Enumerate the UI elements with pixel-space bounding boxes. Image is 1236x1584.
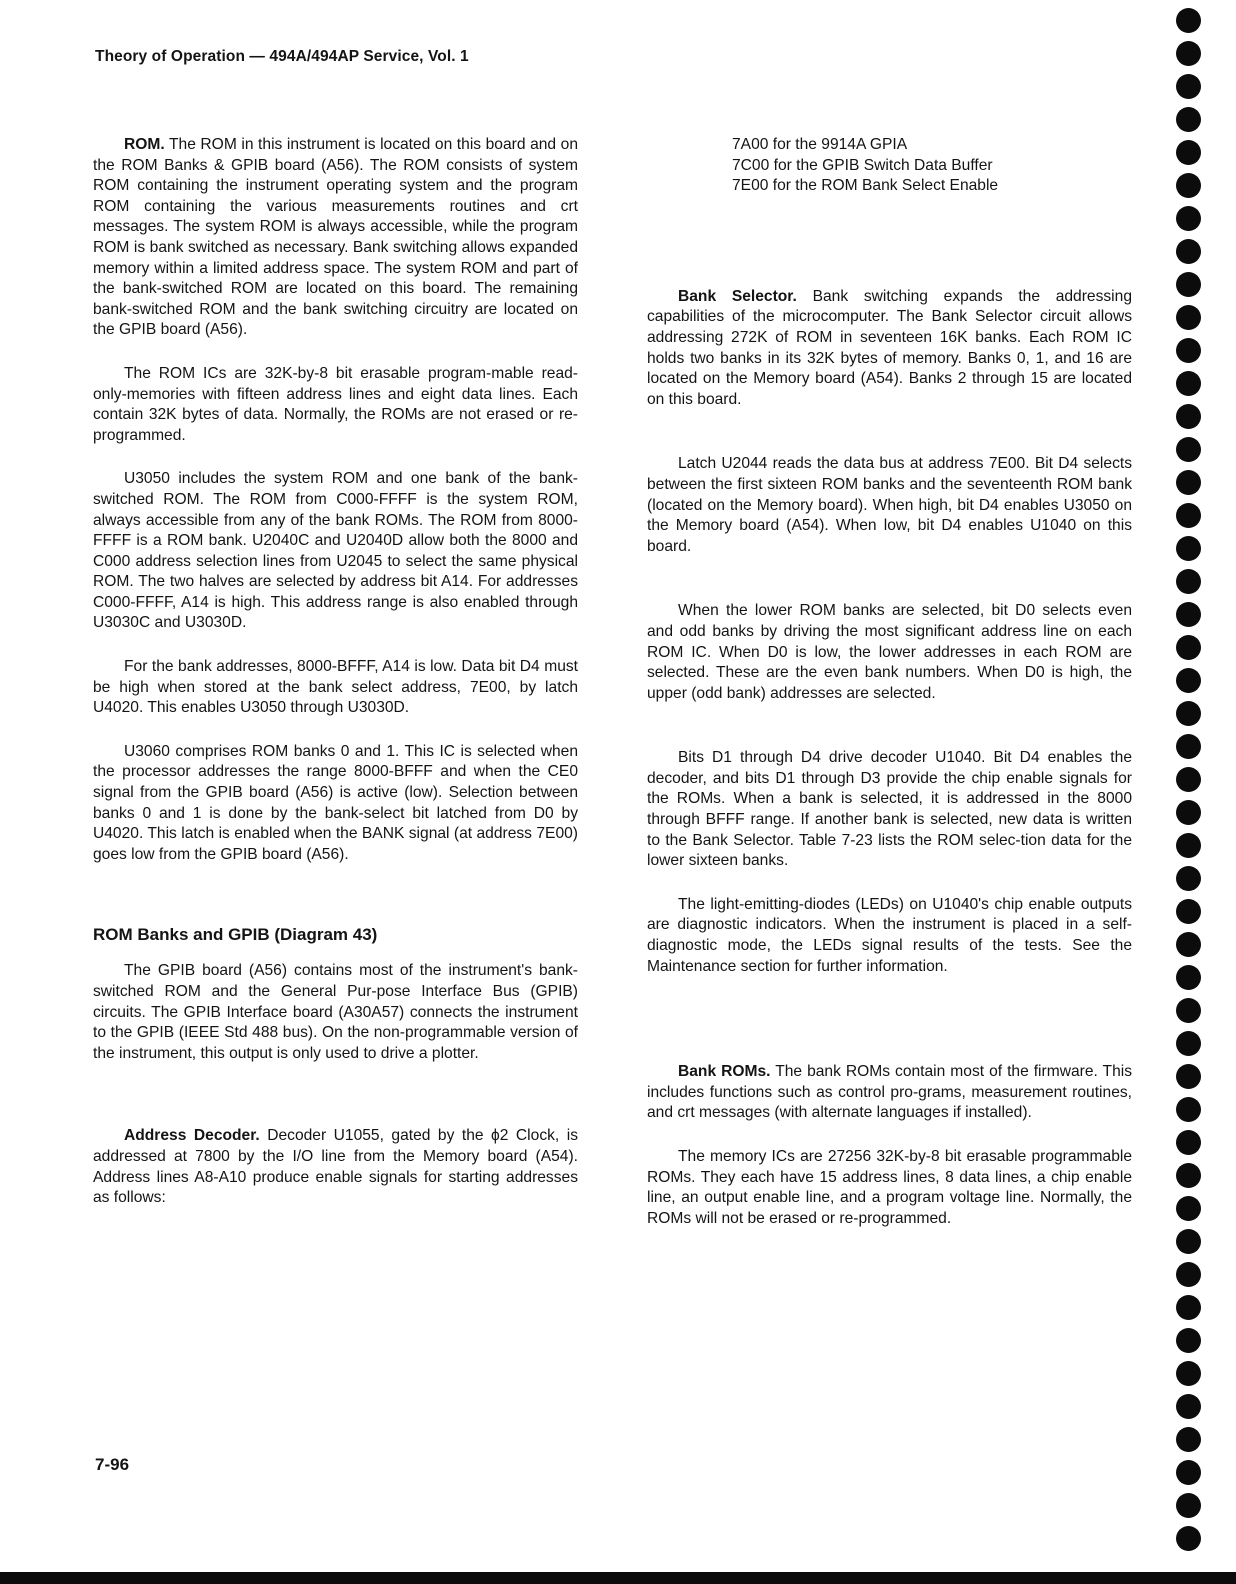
- binder-hole: [1176, 833, 1201, 858]
- binder-hole: [1176, 206, 1201, 231]
- leds-paragraph: The light-emitting-diodes (LEDs) on U1040's chip enable outputs are diagnostic indicators. When the instrument is placed in a self-diagnostic mode, the LEDs signal results of the tests. See the Maintenance section for further information.: [647, 895, 1132, 975]
- binder-hole: [1176, 107, 1201, 132]
- rom-paragraph: [93, 135, 578, 341]
- address-item: 7A00 for the 9914A GPIA: [732, 136, 908, 153]
- binder-hole: [1176, 1427, 1201, 1452]
- rom-lead: ROM.: [124, 136, 165, 153]
- binder-hole: [1176, 173, 1201, 198]
- binder-hole: [1176, 1163, 1201, 1188]
- bank-selector-lead: Bank Selector.: [678, 287, 797, 305]
- binder-hole: [1176, 1196, 1201, 1221]
- binder-hole: [1176, 1064, 1201, 1089]
- left-column: [93, 135, 578, 1209]
- gpib-paragraph: The GPIB board (A56) contains most of the instrument's bank-switched ROM and the General Pur-pose Interface Bus (GPIB) circuits. The GPIB Interface board (A30A57) connects the instrument to the GPIB (IEEE Std 488 bus). On the non-programmable version of the instrument, this output is only used to drive a plotter.: [93, 962, 578, 1062]
- binder-hole: [1176, 1229, 1201, 1254]
- page-number: 7-96: [95, 1455, 130, 1474]
- bank-selector-paragraph: [647, 287, 1132, 411]
- binder-hole: [1176, 701, 1201, 726]
- binder-hole: [1176, 371, 1201, 396]
- binder-hole: [1176, 1097, 1201, 1122]
- binder-hole: [1176, 239, 1201, 264]
- rom-text: The ROM in this instrument is located on this board and on the ROM Banks & GPIB board (A56). The ROM consists of system ROM containing the instrument operating system and the program ROM containing the various measurements routines and crt messages. The system ROM is always accessible, while the program ROM is bank switched as necessary. Bank switching allows expanded memory within a limited address space. The system ROM and part of the bank-switched ROM are located on this board. The remaining bank-switched ROM and the bank switching circuitry are located on the GPIB board (A56).: [93, 136, 578, 339]
- binder-hole: [1176, 8, 1201, 33]
- binder-hole: [1176, 602, 1201, 627]
- binder-hole: [1176, 569, 1201, 594]
- binder-hole: [1176, 800, 1201, 825]
- binder-hole: [1176, 305, 1201, 330]
- binder-hole: [1176, 1361, 1201, 1386]
- address-item: 7C00 for the GPIB Switch Data Buffer: [732, 156, 993, 174]
- address-list: [647, 135, 1132, 197]
- bank-roms-paragraph: [647, 1062, 1132, 1124]
- binder-hole: [1176, 437, 1201, 462]
- binder-hole: [1176, 635, 1201, 660]
- section-heading: ROM Banks and GPIB (Diagram 43): [93, 925, 378, 945]
- binder-hole: [1176, 767, 1201, 792]
- address-decoder-paragraph: [93, 1126, 578, 1208]
- decoder-paragraph: Bits D1 through D4 drive decoder U1040. Bit D4 enables the decoder, and bits D1 through D3 provide the chip enable signals for the ROMs. When a bank is selected, it is addressed in the 8000 through BFFF range. If another bank is selected, new data is written to the Bank Selector. Table 7-23 lists the ROM selec-tion data for the lower sixteen banks.: [647, 749, 1132, 870]
- address-item: 7E00 for the ROM Bank Select Enable: [732, 177, 999, 195]
- scan-edge-bar: [0, 1572, 1236, 1584]
- binder-hole: [1176, 338, 1201, 363]
- binder-hole: [1176, 404, 1201, 429]
- bank-addresses-paragraph: For the bank addresses, 8000-BFFF, A14 is low. Data bit D4 must be high when stored at the bank select address, 7E00, by latch U4020. This enables U3050 through U3030D.: [93, 658, 578, 717]
- u3050-paragraph: U3050 includes the system ROM and one bank of the bank-switched ROM. The ROM from C000-FFFF is the system ROM, always accessible from any of the bank ROMs. The ROM from 8000-FFFF is a ROM bank. U2040C and U2040D allow both the 8000 and C000 address selection lines from U2045 to select the same physical ROM. The two halves are selected by address bit A14. For addresses C000-FFFF, A14 is high. This address range is also enabled through U3030C and U3030D.: [93, 470, 578, 632]
- right-column: [647, 135, 1132, 1229]
- binder-hole: [1176, 734, 1201, 759]
- latch-paragraph: Latch U2044 reads the data bus at address 7E00. Bit D4 selects between the first sixteen ROM banks and the seventeenth ROM bank (located on the Memory board). When high, bit D4 enables U3050 on the Memory board (A54). When low, bit D4 enables U1040 on this board.: [647, 455, 1132, 555]
- binder-hole: [1176, 74, 1201, 99]
- bank-roms-lead: Bank ROMs.: [678, 1063, 771, 1081]
- binder-hole: [1176, 932, 1201, 957]
- binder-hole: [1176, 1460, 1201, 1485]
- binder-hole: [1176, 668, 1201, 693]
- binder-hole: [1176, 272, 1201, 297]
- lower-banks-paragraph: When the lower ROM banks are selected, bit D0 selects even and odd banks by driving the most significant address line on each ROM IC. When D0 is low, the lower addresses in each ROM are selected. These are the even bank numbers. When D0 is high, the upper (odd bank) addresses are selected.: [647, 602, 1132, 702]
- bank-selector-text: Bank switching expands the addressing capabilities of the microcomputer. The Bank Selector circuit allows addressing 272K of ROM in seventeen 16K banks. Each ROM IC holds two banks in its 32K bytes of memory. Banks 0, 1, and 16 are located on the Memory board (A54). Banks 2 through 15 are located on this board.: [647, 287, 1132, 408]
- binder-hole: [1176, 536, 1201, 561]
- binder-hole: [1176, 1328, 1201, 1353]
- binder-hole: [1176, 1526, 1201, 1551]
- address-decoder-text: Decoder U1055, gated by the ϕ2 Clock, is addressed at 7800 by the I/O line from the Memory board (A54). Address lines A8-A10 produce enable signals for starting addresses as follows:: [93, 1127, 578, 1207]
- binder-hole: [1176, 1295, 1201, 1320]
- binder-hole: [1176, 140, 1201, 165]
- binder-hole: [1176, 899, 1201, 924]
- binder-hole: [1176, 1031, 1201, 1056]
- binder-hole: [1176, 866, 1201, 891]
- binder-hole: [1176, 470, 1201, 495]
- binder-hole: [1176, 998, 1201, 1023]
- binder-hole: [1176, 1262, 1201, 1287]
- binder-hole: [1176, 965, 1201, 990]
- binder-hole: [1176, 1394, 1201, 1419]
- binder-hole: [1176, 1130, 1201, 1155]
- u3060-paragraph: U3060 comprises ROM banks 0 and 1. This IC is selected when the processor addresses the range 8000-BFFF and when the CE0 signal from the GPIB board (A56) is active (low). Selection between banks 0 and 1 is done by the bank-select bit latched from D0 by U4020. This latch is enabled when the BANK signal (at address 7E00) goes low from the GPIB board (A56).: [93, 742, 578, 863]
- address-decoder-lead: Address Decoder.: [124, 1127, 260, 1145]
- binder-hole: [1176, 41, 1201, 66]
- memory-ics-paragraph: The memory ICs are 27256 32K-by-8 bit erasable programmable ROMs. They each have 15 address lines, 8 data lines, a chip enable line, an output enable line, and a program voltage line. Normally, the ROMs will not be erased or re-programmed.: [647, 1148, 1132, 1227]
- running-header: Theory of Operation — 494A/494AP Service, Vol. 1: [95, 48, 469, 65]
- bank-roms-text: The bank ROMs contain most of the firmware. This includes functions such as control pro-grams, measurement routines, and crt messages (with alternate languages if installed).: [647, 1063, 1132, 1122]
- rom-ics-paragraph: The ROM ICs are 32K-by-8 bit erasable program-mable read-only-memories with fifteen address lines and eight data lines. Each contain 32K bytes of data. Normally, the ROMs are not erased or re-programmed.: [93, 364, 578, 444]
- binder-holes: [1170, 0, 1210, 1584]
- binder-hole: [1176, 503, 1201, 528]
- binder-hole: [1176, 1493, 1201, 1518]
